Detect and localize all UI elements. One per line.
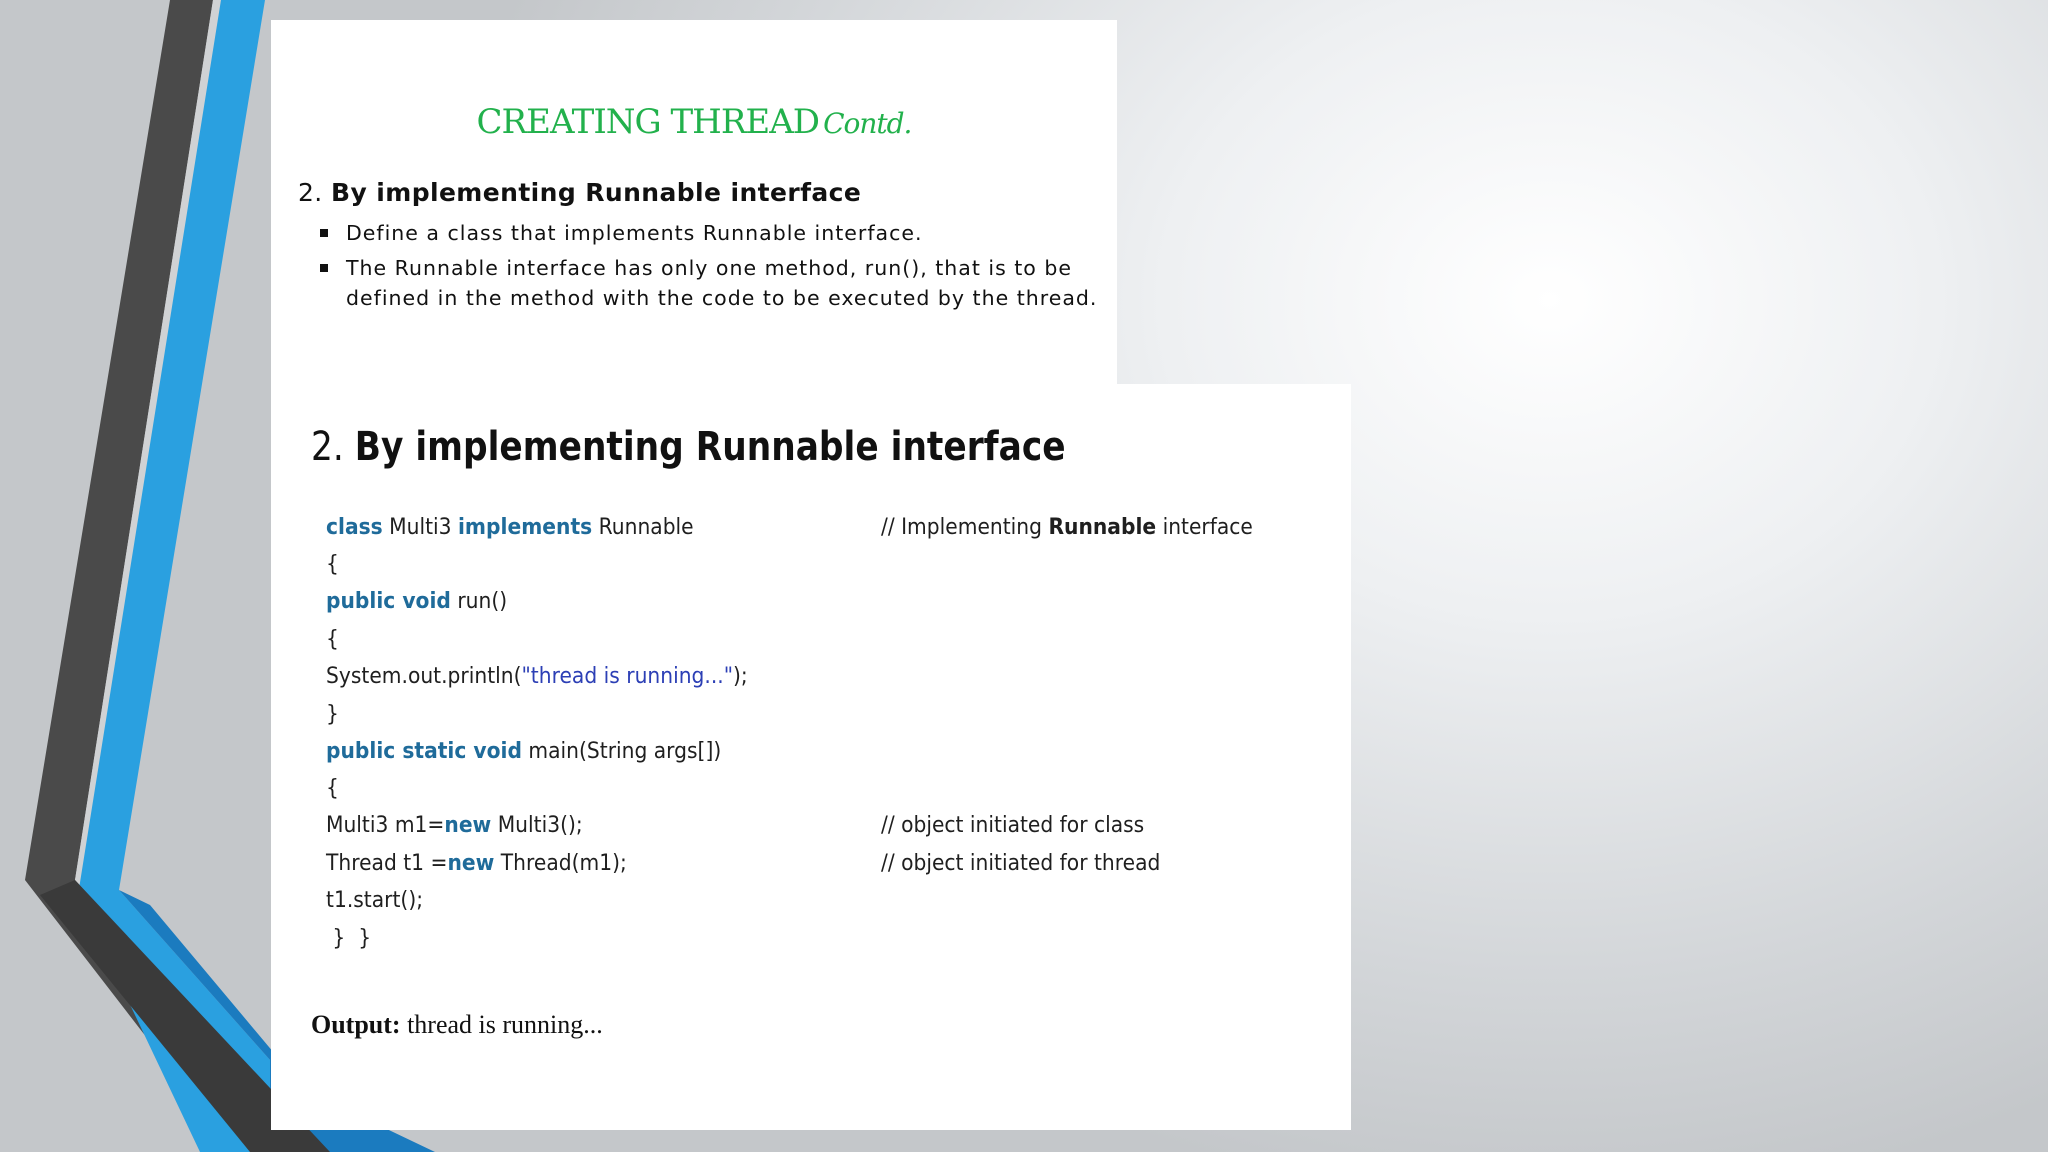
slide-top-panel	[271, 20, 1117, 390]
heading-text: By implementing Runnable interface	[354, 424, 1066, 470]
bullet-text: Define a class that implements Runnable interface.	[346, 221, 923, 245]
bullet-text: The Runnable interface has only one method, run(), that is to be defined in the method with the code to be executed by the thread.	[346, 256, 1098, 310]
code-line: }	[326, 701, 339, 727]
output-value: thread is running...	[400, 1010, 603, 1039]
heading-number: 2.	[311, 424, 344, 470]
code-line: t1.start();	[326, 887, 424, 913]
section-heading-top	[298, 178, 861, 207]
title-contd: Contd.	[823, 107, 912, 140]
code-line: public static void main(String args[])	[326, 738, 722, 764]
program-output	[311, 1010, 603, 1040]
code-line: Multi3 m1=new Multi3();	[326, 812, 583, 838]
code-comment: // object initiated for class	[881, 812, 1145, 838]
section-heading-bottom	[311, 424, 1066, 470]
slide-bottom-panel	[271, 384, 1351, 1130]
code-line: class Multi3 implements Runnable	[326, 514, 694, 540]
code-line: System.out.println("thread is running...");	[326, 663, 748, 689]
bullet-list	[346, 218, 1106, 318]
output-label: Output:	[311, 1010, 401, 1039]
code-line: Thread t1 =new Thread(m1);	[326, 850, 627, 876]
code-line: {	[326, 551, 339, 577]
heading-number: 2.	[298, 178, 323, 207]
title-main: CREATING THREAD	[476, 102, 820, 142]
code-line: {	[326, 626, 339, 652]
code-comment: // object initiated for thread	[881, 850, 1161, 876]
slide-title	[271, 102, 1117, 142]
bullet-item	[346, 218, 1106, 248]
code-comment: // Implementing Runnable interface	[881, 514, 1253, 540]
heading-text: By implementing Runnable interface	[331, 178, 862, 207]
code-line: } }	[326, 925, 372, 951]
bullet-square-icon	[320, 264, 328, 272]
code-line: {	[326, 775, 339, 801]
bullet-item	[346, 253, 1106, 313]
bullet-square-icon	[320, 229, 328, 237]
code-line: public void run()	[326, 588, 508, 614]
